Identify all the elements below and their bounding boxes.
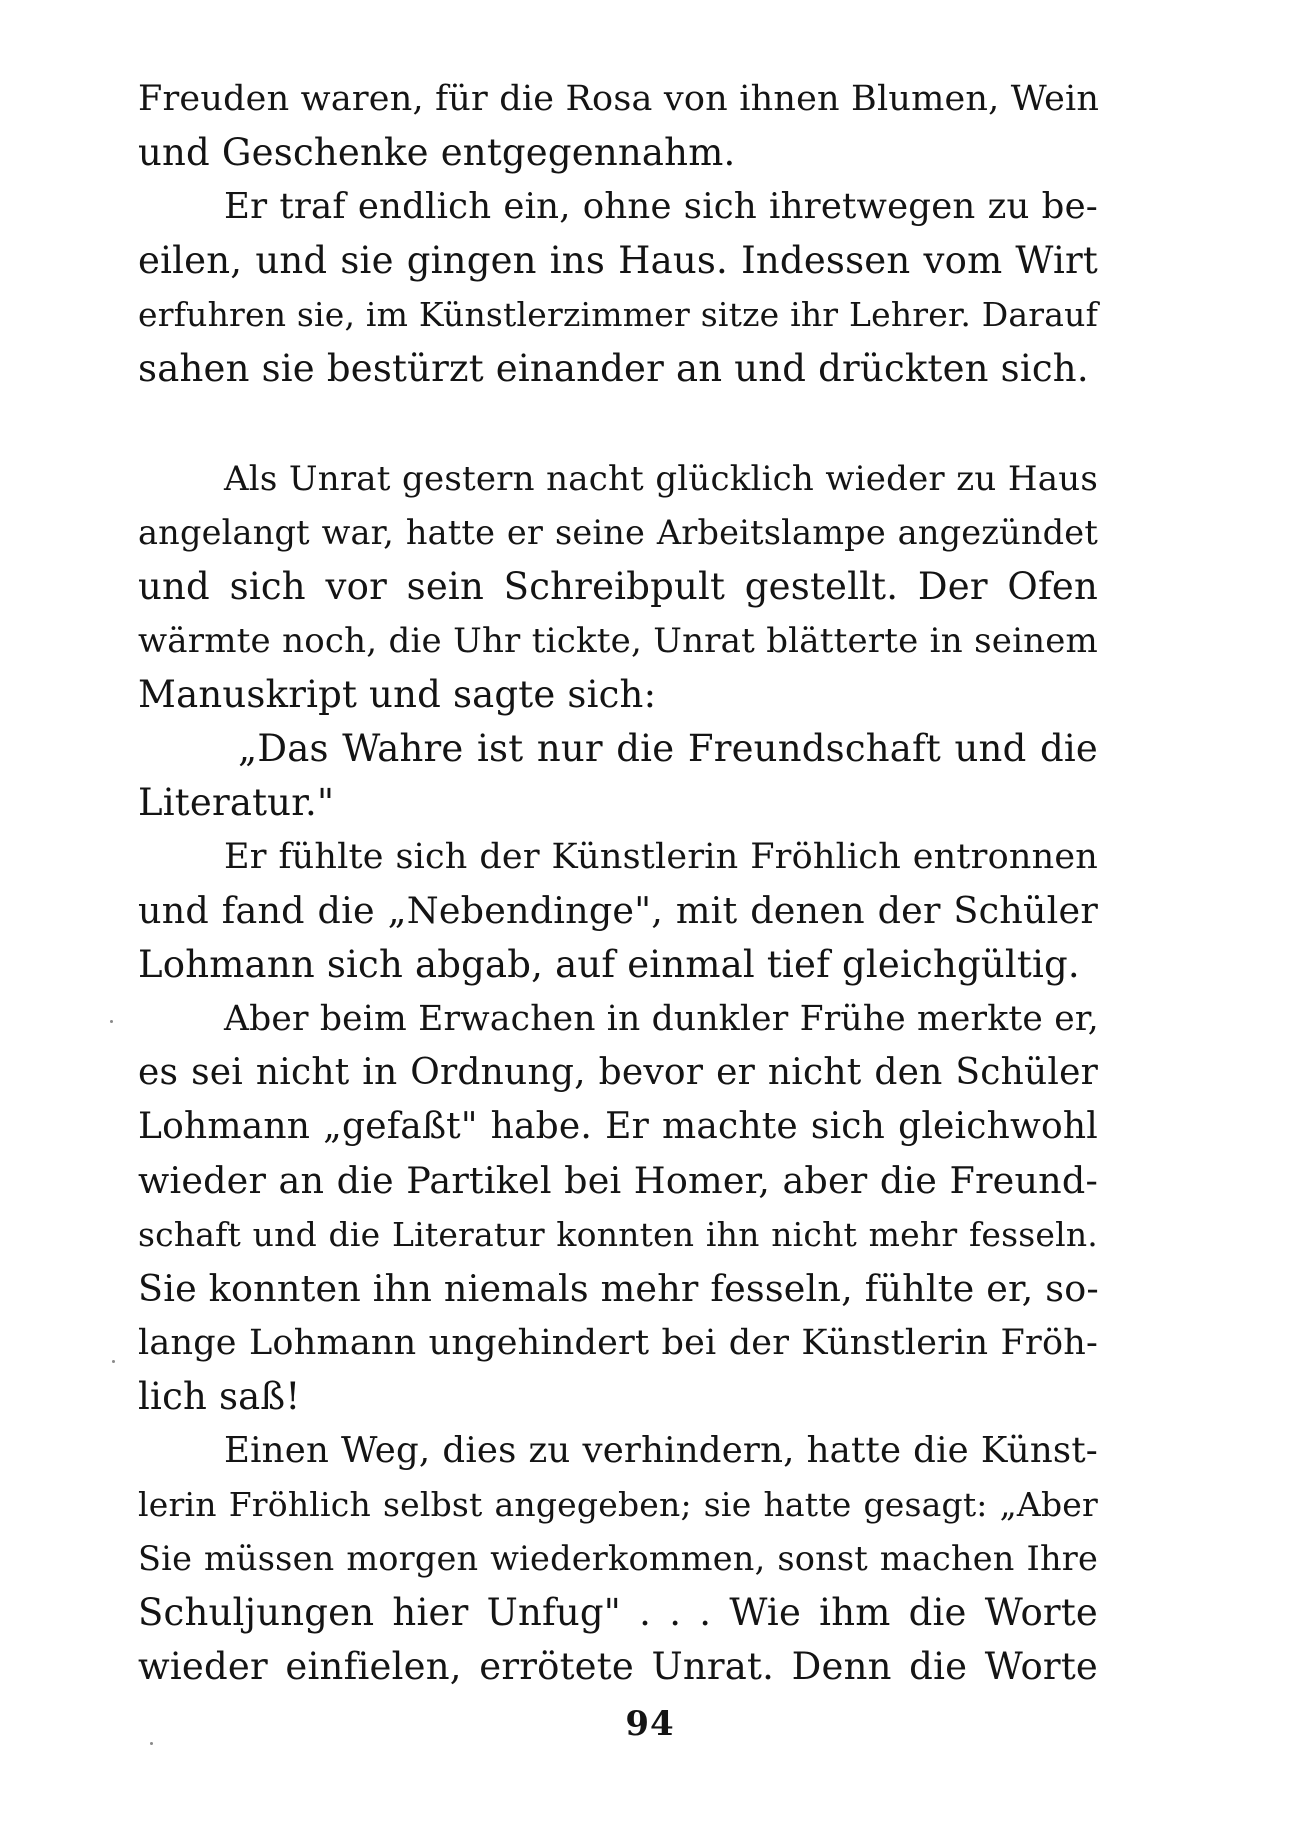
text-line: Schuljungen hier Unfug" . . . Wie ihm die Worte [138, 1591, 1098, 1634]
page-number: 94 [625, 1704, 675, 1744]
text-line: Als Unrat gestern nacht glücklich wieder zu Haus [224, 459, 1098, 499]
text-line: Einen Weg, dies zu verhindern, hatte die Künst- [224, 1430, 1098, 1471]
text-line: schaft und die Literatur konnten ihn nicht mehr fesseln. [138, 1215, 1098, 1254]
paper-speck [112, 1360, 115, 1363]
text-line: Lohmann sich abgab, auf einmal tief gleichgültig. [138, 943, 1080, 986]
text-line: lich saß! [138, 1375, 301, 1418]
text-line: Sie konnten ihn niemals mehr fesseln, fühlte er, so- [138, 1267, 1099, 1310]
text-line: lerin Fröhlich selbst angegeben; sie hatte gesagt: „Aber [138, 1485, 1098, 1524]
text-line: erfuhren sie, im Künstlerzimmer sitze ihr Lehrer. Darauf [138, 295, 1098, 334]
text-line: Freuden waren, für die Rosa von ihnen Blumen, Wein [138, 79, 1100, 119]
text-line: es sei nicht in Ordnung, bevor er nicht den Schüler [138, 1052, 1098, 1093]
text-line: Er fühlte sich der Künstlerin Fröhlich entronnen [224, 837, 1098, 877]
text-line: und sich vor sein Schreibpult gestellt. Der Ofen [138, 565, 1098, 608]
text-line: Sie müssen morgen wiederkommen, sonst machen Ihre [138, 1539, 1098, 1578]
text-line: wieder an die Partikel bei Homer, aber die Freund- [138, 1159, 1098, 1202]
text-line: wärmte noch, die Uhr tickte, Unrat blätterte in seinem [138, 621, 1098, 661]
text-line: angelangt war, hatte er seine Arbeitslampe angezündet [138, 513, 1098, 552]
text-line: Manuskript und sagte sich: [138, 673, 657, 716]
text-line: Literatur." [138, 781, 335, 824]
section-break [138, 396, 1098, 452]
text-line: wieder einfielen, errötete Unrat. Denn die Worte [138, 1645, 1098, 1688]
body-text [138, 72, 1098, 1694]
text-line: und Geschenke entgegennahm. [138, 131, 736, 174]
paper-speck [150, 1742, 153, 1745]
text-line: „Das Wahre ist nur die Freundschaft und die [238, 727, 1098, 770]
text-line: Lohmann „gefaßt" habe. Er machte sich gleichwohl [138, 1106, 1098, 1147]
text-line: und fand die „Nebendinge", mit denen der Schüler [138, 889, 1098, 932]
paper-speck [110, 1020, 113, 1023]
text-line: Er traf endlich ein, ohne sich ihretwegen zu be- [224, 186, 1098, 227]
text-line: eilen, und sie gingen ins Haus. Indessen vom Wirt [138, 239, 1098, 282]
text-line: sahen sie bestürzt einander an und drückten sich. [138, 347, 1089, 390]
text-line: lange Lohmann ungehindert bei der Künstlerin Fröh- [138, 1323, 1098, 1363]
text-line: Aber beim Erwachen in dunkler Frühe merkte er, [224, 999, 1099, 1039]
